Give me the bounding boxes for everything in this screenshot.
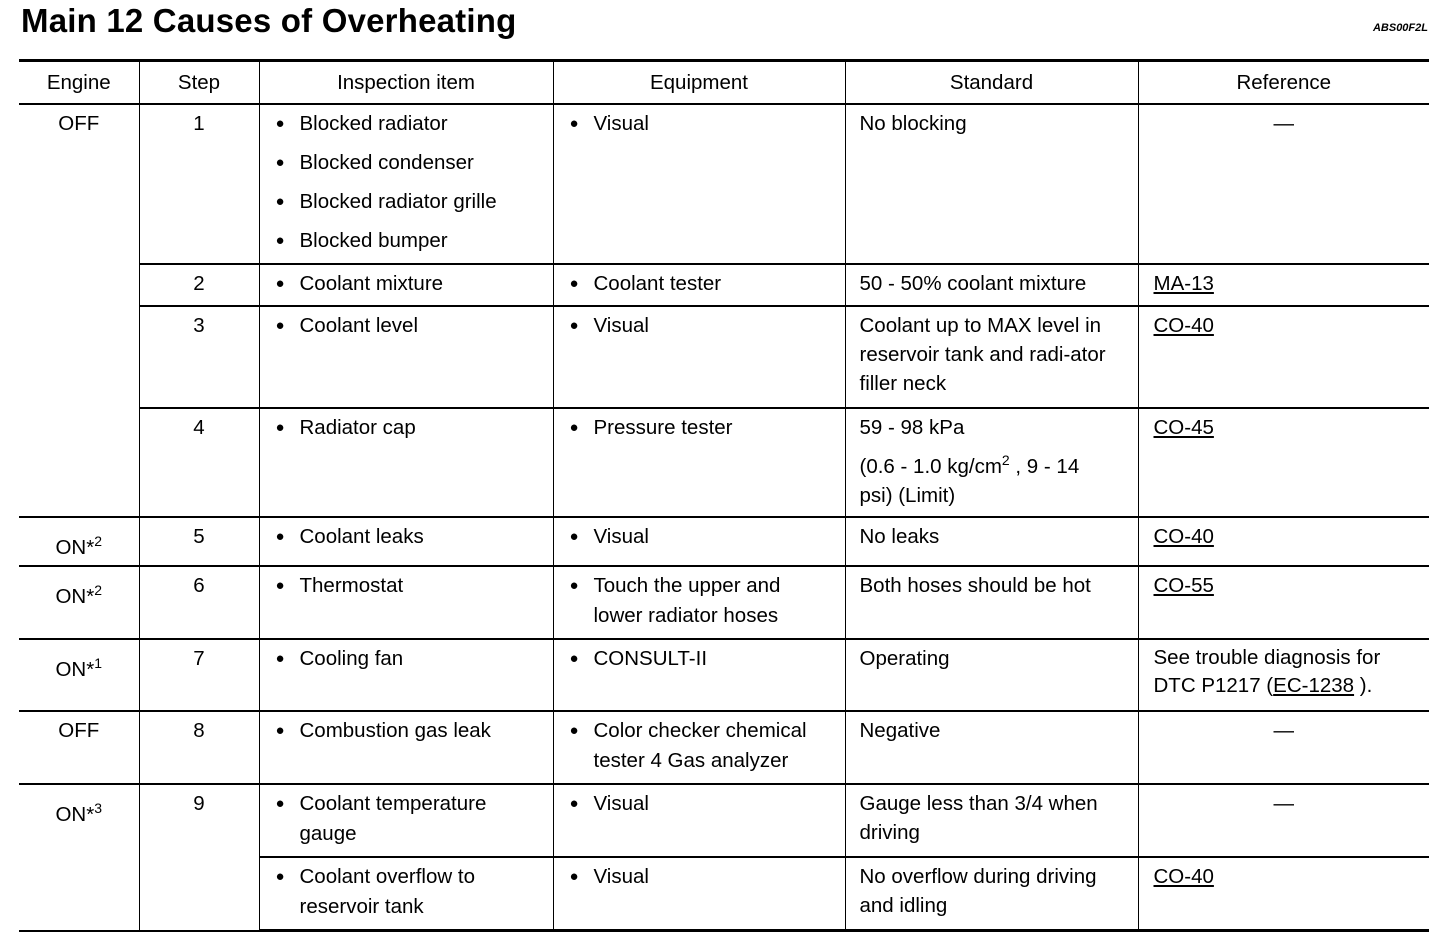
step-cell: 7 (139, 639, 259, 711)
bullet-icon: ● (275, 867, 285, 885)
standard-cell: Operating (845, 639, 1138, 711)
header-step: Step (139, 61, 259, 105)
header-reference: Reference (1138, 61, 1429, 105)
equipment-cell: ● CONSULT-II (553, 639, 845, 711)
inspection-cell: ● Combustion gas leak (259, 711, 553, 784)
inspection-cell: ● Thermostat (259, 566, 553, 639)
standard-cell: No leaks (845, 517, 1138, 566)
inspection-cell: ● Coolant overflow to reservoir tank (259, 857, 553, 931)
inspection-cell: ● Coolant temperature gauge (259, 784, 553, 857)
overheating-causes-table (19, 59, 1429, 932)
engine-cell: ON*$^1$ (19, 639, 139, 711)
standard-cell: 59 - 98 kPa (0.6 - 1.0 $kg/cm^2$ , 9 - 14 psi) (Limit) (845, 408, 1138, 517)
bullet-icon: ● (569, 649, 579, 667)
table-row (19, 104, 1429, 264)
bullet-icon: ● (569, 867, 579, 885)
reference-cell: — (1138, 711, 1429, 784)
bullet-icon: ● (275, 232, 285, 249)
inspection-cell: ● Cooling fan (259, 639, 553, 711)
bullet-icon: ● (569, 317, 579, 334)
equipment-cell: ● Pressure tester (553, 408, 845, 517)
equipment-cell: ● Visual (553, 517, 845, 566)
equipment-cell: ● Visual (553, 104, 845, 264)
header-inspection-item: Inspection item (259, 61, 553, 105)
step-cell: 8 (139, 711, 259, 784)
reference-cell (1138, 517, 1429, 566)
step-cell: 3 (139, 306, 259, 408)
inspection-cell: ● Coolant level (259, 306, 553, 408)
bullet-icon: ● (275, 154, 285, 171)
reference-cell (1138, 264, 1429, 306)
reference-link[interactable]: CO-45 (1153, 416, 1214, 439)
engine-cell: OFF (19, 711, 139, 784)
reference-cell (1138, 566, 1429, 639)
bullet-icon: ● (275, 527, 285, 545)
bullet-icon: ● (569, 115, 579, 132)
engine-cell: ON*$^3$ (19, 784, 139, 931)
standard-cell: Gauge less than 3/4 when driving (845, 784, 1138, 857)
reference-link[interactable]: MA-13 (1153, 272, 1214, 295)
header-equipment: Equipment (553, 61, 845, 105)
table-row (19, 408, 1429, 517)
reference-link[interactable]: CO-40 (1153, 524, 1214, 548)
bullet-icon: ● (275, 576, 285, 594)
equipment-cell: ● Visual (553, 306, 845, 408)
header-engine: Engine (19, 61, 139, 105)
reference-cell (1138, 306, 1429, 408)
equipment-cell: ● Visual (553, 857, 845, 931)
engine-cell: OFF (19, 104, 139, 517)
bullet-icon: ● (569, 275, 579, 292)
table-row (19, 639, 1429, 711)
page-title: Main 12 Causes of Overheating (21, 2, 517, 39)
inspection-cell: ● Blocked radiator ● Blocked condenser ● Blocked radiator grille ● Blocked bumper (259, 104, 553, 264)
step-cell: 5 (139, 517, 259, 566)
bullet-icon: ● (569, 419, 579, 436)
standard-cell: Coolant up to MAX level in reservoir tank and radi-ator filler neck (845, 306, 1138, 408)
bullet-icon: ● (569, 527, 579, 545)
standard-cell: No blocking (845, 104, 1138, 264)
reference-cell: — (1138, 104, 1429, 264)
table-row (19, 517, 1429, 566)
table-row (19, 306, 1429, 408)
table-row (19, 784, 1429, 857)
step-cell: 6 (139, 566, 259, 639)
table-row (19, 264, 1429, 306)
reference-cell: See trouble diagnosis for DTC P1217 (EC-1238 ). (1138, 639, 1429, 711)
engine-cell: ON*$^2$ (19, 517, 139, 566)
reference-cell (1138, 408, 1429, 517)
inspection-cell: ● Radiator cap (259, 408, 553, 517)
bullet-icon: ● (569, 794, 579, 812)
equipment-cell: ● Color checker chemical tester 4 Gas analyzer (553, 711, 845, 784)
inspection-cell: ● Coolant leaks (259, 517, 553, 566)
standard-cell: Negative (845, 711, 1138, 784)
standard-cell: 50 - 50% coolant mixture (845, 264, 1138, 306)
reference-cell: — (1138, 784, 1429, 857)
equipment-cell: ● Coolant tester (553, 264, 845, 306)
bullet-icon: ● (569, 721, 579, 739)
bullet-icon: ● (275, 317, 285, 334)
reference-link[interactable]: CO-55 (1153, 573, 1214, 597)
inspection-cell: ● Coolant mixture (259, 264, 553, 306)
reference-link[interactable]: CO-40 (1153, 864, 1214, 888)
bullet-icon: ● (275, 794, 285, 812)
bullet-icon: ● (275, 115, 285, 132)
bullet-icon: ● (275, 649, 285, 667)
standard-cell: No overflow during driving and idling (845, 857, 1138, 931)
engine-cell: ON*$^2$ (19, 566, 139, 639)
step-cell: 2 (139, 264, 259, 306)
table-row (19, 566, 1429, 639)
reference-cell (1138, 857, 1429, 931)
bullet-icon: ● (275, 193, 285, 210)
bullet-icon: ● (569, 576, 579, 594)
equipment-cell: ● Visual (553, 784, 845, 857)
reference-link[interactable]: CO-40 (1153, 314, 1214, 337)
equipment-cell: ● Touch the upper and lower radiator hoses (553, 566, 845, 639)
standard-cell: Both hoses should be hot (845, 566, 1138, 639)
step-cell: 1 (139, 104, 259, 264)
bullet-icon: ● (275, 275, 285, 292)
step-cell: 9 (139, 784, 259, 931)
bullet-icon: ● (275, 721, 285, 739)
header-standard: Standard (845, 61, 1138, 105)
step-cell: 4 (139, 408, 259, 517)
document-code: ABS00F2L (1372, 22, 1428, 34)
table-header-row (19, 61, 1429, 105)
table-row (19, 711, 1429, 784)
reference-link[interactable]: EC-1238 (1273, 673, 1355, 697)
bullet-icon: ● (275, 419, 285, 436)
